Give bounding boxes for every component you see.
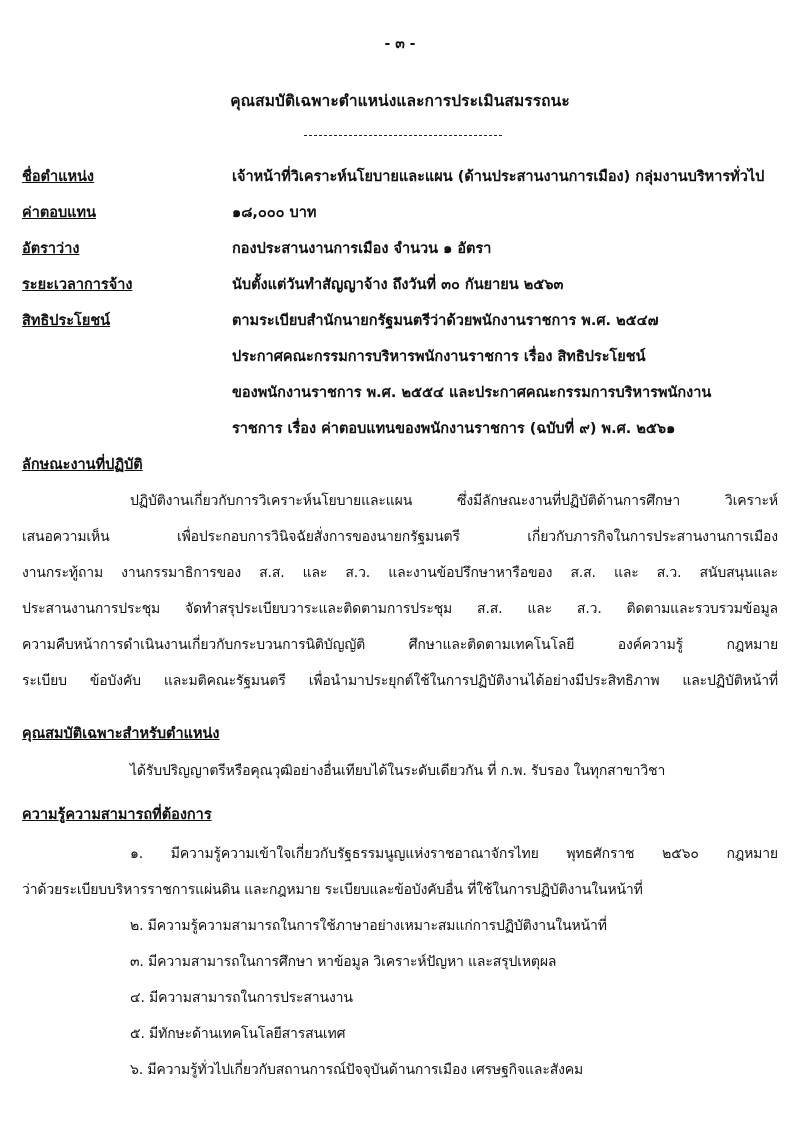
section-heading-job-description: ลักษณะงานที่ปฏิบัติ xyxy=(22,457,143,473)
title-divider xyxy=(304,135,502,136)
knowledge-item-1: ๑. มีความรู้ความเข้าใจเกี่ยวกับรัฐธรรมนูญแห่งราชอาณาจักรไทย พุทธศักราช ๒๕๖๐ กฎหมาย xyxy=(130,846,778,862)
knowledge-item-4: ๔. มีความสามารถในการประสานงาน xyxy=(130,990,353,1006)
field-value-vacancy: กองประสานงานการเมือง จำนวน ๑ อัตรา xyxy=(232,241,492,257)
field-value-compensation: ๑๘,๐๐๐ บาท xyxy=(232,205,317,221)
knowledge-item-2: ๒. มีความรู้ความสามารถในการใช้ภาษาอย่างเหมาะสมแก่การปฏิบัติงานในหน้าที่ xyxy=(130,918,607,934)
knowledge-item-3: ๓. มีความสามารถในการศึกษา หาข้อมูล วิเคราะห์ปัญหา และสรุปเหตุผล xyxy=(130,954,557,970)
section-heading-knowledge: ความรู้ความสามารถที่ต้องการ xyxy=(22,807,212,823)
field-label-compensation: ค่าตอบแทน xyxy=(22,205,96,221)
field-value-benefits-line: ของพนักงานราชการ พ.ศ. ๒๕๕๔ และประกาศคณะกรรมการบริหารพนักงาน xyxy=(232,385,712,401)
field-value-benefits-line: ตามระเบียบสำนักนายกรัฐมนตรีว่าด้วยพนักงานราชการ พ.ศ. ๒๕๔๗ xyxy=(232,313,659,329)
job-description-line: งานกระทู้ถาม งานกรรมาธิการของ ส.ส. และ ส.ว. และงานข้อปรึกษาหารือของ ส.ส. และ ส.ว. สนับสนุนและ xyxy=(22,565,778,581)
field-value-benefits-line: ประกาศคณะกรรมการบริหารพนักงานราชการ เรื่อง สิทธิประโยชน์ xyxy=(232,349,646,365)
field-label-benefits: สิทธิประโยชน์ xyxy=(22,313,111,329)
field-label-employment-period: ระยะเวลาการจ้าง xyxy=(22,277,133,293)
qualifications-text: ได้รับปริญญาตรีหรือคุณวุฒิอย่างอื่นเทียบได้ในระดับเดียวกัน ที่ ก.พ. รับรอง ในทุกสาขาวิชา xyxy=(130,763,666,779)
field-label-vacancy: อัตราว่าง xyxy=(22,241,80,257)
job-description-line: ปฏิบัติงานเกี่ยวกับการวิเคราะห์นโยบายและแผน ซึ่งมีลักษณะงานที่ปฏิบัติด้านการศึกษา วิเคราะห์ xyxy=(130,493,778,509)
knowledge-item-6: ๖. มีความรู้ทั่วไปเกี่ยวกับสถานการณ์ปัจจุบันด้านการเมือง เศรษฐกิจและสังคม xyxy=(130,1062,584,1078)
job-description-line: ความคืบหน้าการดำเนินงานเกี่ยวกับกระบวนการนิติบัญญัติ ศึกษาและติดตามเทคโนโลยี องค์ความรู้ กฎหมาย xyxy=(22,637,778,653)
job-description-line: ประสานงานการประชุม จัดทำสรุประเบียบวาระและติดตามการประชุม ส.ส. และ ส.ว. ติดตามและรวบรวมข้อมูล xyxy=(22,601,778,617)
field-label-position-name: ชื่อตำแหน่ง xyxy=(22,169,95,185)
job-description-line: ระเบียบ ข้อบังคับ และมติคณะรัฐมนตรี เพื่อนำมาประยุกต์ใช้ในการปฏิบัติงานได้อย่างมีประสิทธิภาพ และปฏิบัติหน้าที่ xyxy=(22,673,778,689)
page-number: - ๓ - xyxy=(384,36,416,52)
knowledge-item-1-continued: ว่าด้วยระเบียบบริหารราชการแผ่นดิน และกฎหมาย ระเบียบและข้อบังคับอื่น ที่ใช้ในการปฏิบัติงานในหน้าที่ xyxy=(22,882,643,898)
job-description-line: เสนอความเห็น เพื่อประกอบการวินิจฉัยสั่งการของนายกรัฐมนตรี เกี่ยวกับภารกิจในการประสานงานการเมือง xyxy=(22,529,778,545)
document-title: คุณสมบัติเฉพาะตำแหน่งและการประเมินสมรรถนะ xyxy=(230,92,570,110)
section-heading-qualifications: คุณสมบัติเฉพาะสำหรับตำแหน่ง xyxy=(22,726,220,742)
knowledge-item-5: ๕. มีทักษะด้านเทคโนโลยีสารสนเทศ xyxy=(130,1026,346,1042)
field-value-position-name: เจ้าหน้าที่วิเคราะห์นโยบายและแผน (ด้านประสานงานการเมือง) กลุ่มงานบริหารทั่วไป xyxy=(232,169,765,185)
field-value-benefits-line: ราชการ เรื่อง ค่าตอบแทนของพนักงานราชการ (ฉบับที่ ๙) พ.ศ. ๒๕๖๑ xyxy=(232,421,676,437)
field-value-employment-period: นับตั้งแต่วันทำสัญญาจ้าง ถึงวันที่ ๓๐ กันยายน ๒๕๖๓ xyxy=(232,277,564,293)
